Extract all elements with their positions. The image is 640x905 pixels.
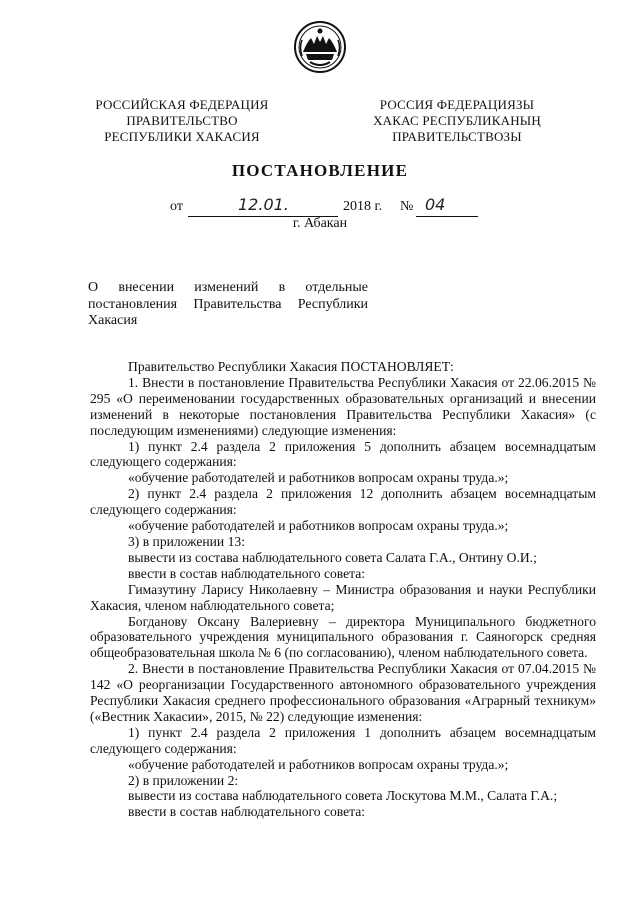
header-right-block [352, 97, 562, 145]
body-paragraph: 1) пункт 2.4 раздела 2 приложения 5 дополнить абзацем восемнадцатым следующего содержания: [90, 438, 596, 470]
body-paragraph: «обучение работодателей и работников вопросам охраны труда.»; [128, 518, 509, 534]
body-paragraph: 3) в приложении 13: [128, 533, 245, 549]
subject-line: О внесении изменений в отдельные [88, 280, 368, 295]
header-right-line: ХАКАС РЕСПУБЛИКАНЫҢ [373, 113, 541, 128]
number-label: № [400, 199, 414, 214]
handwritten-date: 12.01. [238, 195, 289, 214]
date-year: 2018 г. [343, 199, 383, 214]
subject-line: постановления Правительства Республики [88, 296, 368, 312]
header-left-block [82, 97, 282, 145]
date-from-label: от [170, 199, 183, 214]
body-paragraph: вывести из состава наблюдательного совета Лоскутова М.М., Салата Г.А.; [128, 788, 558, 804]
body-paragraph: Гимазутину Ларису Николаевну – Министра образования и науки Республики Хакасия, членом наблюдательного совета; [90, 581, 596, 613]
body-paragraph: 2) в приложении 2: [128, 772, 239, 788]
document-title: ПОСТАНОВЛЕНИЕ [231, 161, 409, 180]
body-paragraph: «обучение работодателей и работников вопросам охраны труда.»; [128, 470, 509, 486]
body-paragraph: Богданову Оксану Валериевну – директора Муниципального бюджетного образовательного учреждения муниципального образования г. Саяногорск средняя общеобразовательная школа № 6 (по согласованию), членом наблюдательного совета. [90, 613, 596, 661]
header-right-line: ПРАВИТЕЛЬСТВОЗЫ [392, 129, 522, 144]
body-paragraph: 1. Внести в постановление Правительства Республики Хакасия от 22.06.2015 № 295 «О переименовании государственных образовательных организаций и внесении изменений в некоторые постановления Правительства Республики Хакасия» (с последующим изменениями) следующие изменения: [90, 374, 596, 438]
body-paragraph: 2. Внести в постановление Правительства Республики Хакасия от 07.04.2015 № 142 «О реорганизации Государственного автономного образовательного учреждения Республики Хакасия среднего профессионального образования «Аграрный техникум» («Вестник Хакасии», 2015, № 22) следующие изменения: [90, 661, 596, 724]
body-paragraph: 1) пункт 2.4 раздела 2 приложения 1 дополнить абзацем восемнадцатым следующего содержания: [90, 724, 596, 756]
header-right-line: РОССИЯ ФЕДЕРАЦИЯЗЫ [379, 97, 535, 112]
body-paragraph: «обучение работодателей и работников вопросам охраны труда.»; [128, 756, 509, 772]
body-paragraph: ввести в состав наблюдательного совета: [128, 565, 366, 581]
body-paragraph: вывести из состава наблюдательного совета Салата Г.А., Онтину О.И.; [128, 549, 537, 565]
body-paragraph: ввести в состав наблюдательного совета: [128, 804, 366, 820]
body-paragraph: Правительство Республики Хакасия ПОСТАНОВЛЯЕТ: [128, 359, 454, 374]
body-paragraph: 2) пункт 2.4 раздела 2 приложения 12 дополнить абзацем восемнадцатым следующего содержания: [90, 486, 596, 518]
city-line: г. Абакан [292, 216, 348, 231]
coat-of-arms-icon [293, 20, 347, 74]
subject-line: Хакасия [88, 313, 138, 328]
header-left-line: ПРАВИТЕЛЬСТВО [126, 113, 238, 128]
header-left-line: РОССИЙСКАЯ ФЕДЕРАЦИЯ [95, 97, 269, 112]
header-left-line: РЕСПУБЛИКИ ХАКАСИЯ [104, 129, 260, 144]
document-subject [88, 280, 368, 330]
document-body [90, 359, 596, 820]
date-line [0, 195, 640, 215]
handwritten-number: 04 [425, 195, 446, 214]
